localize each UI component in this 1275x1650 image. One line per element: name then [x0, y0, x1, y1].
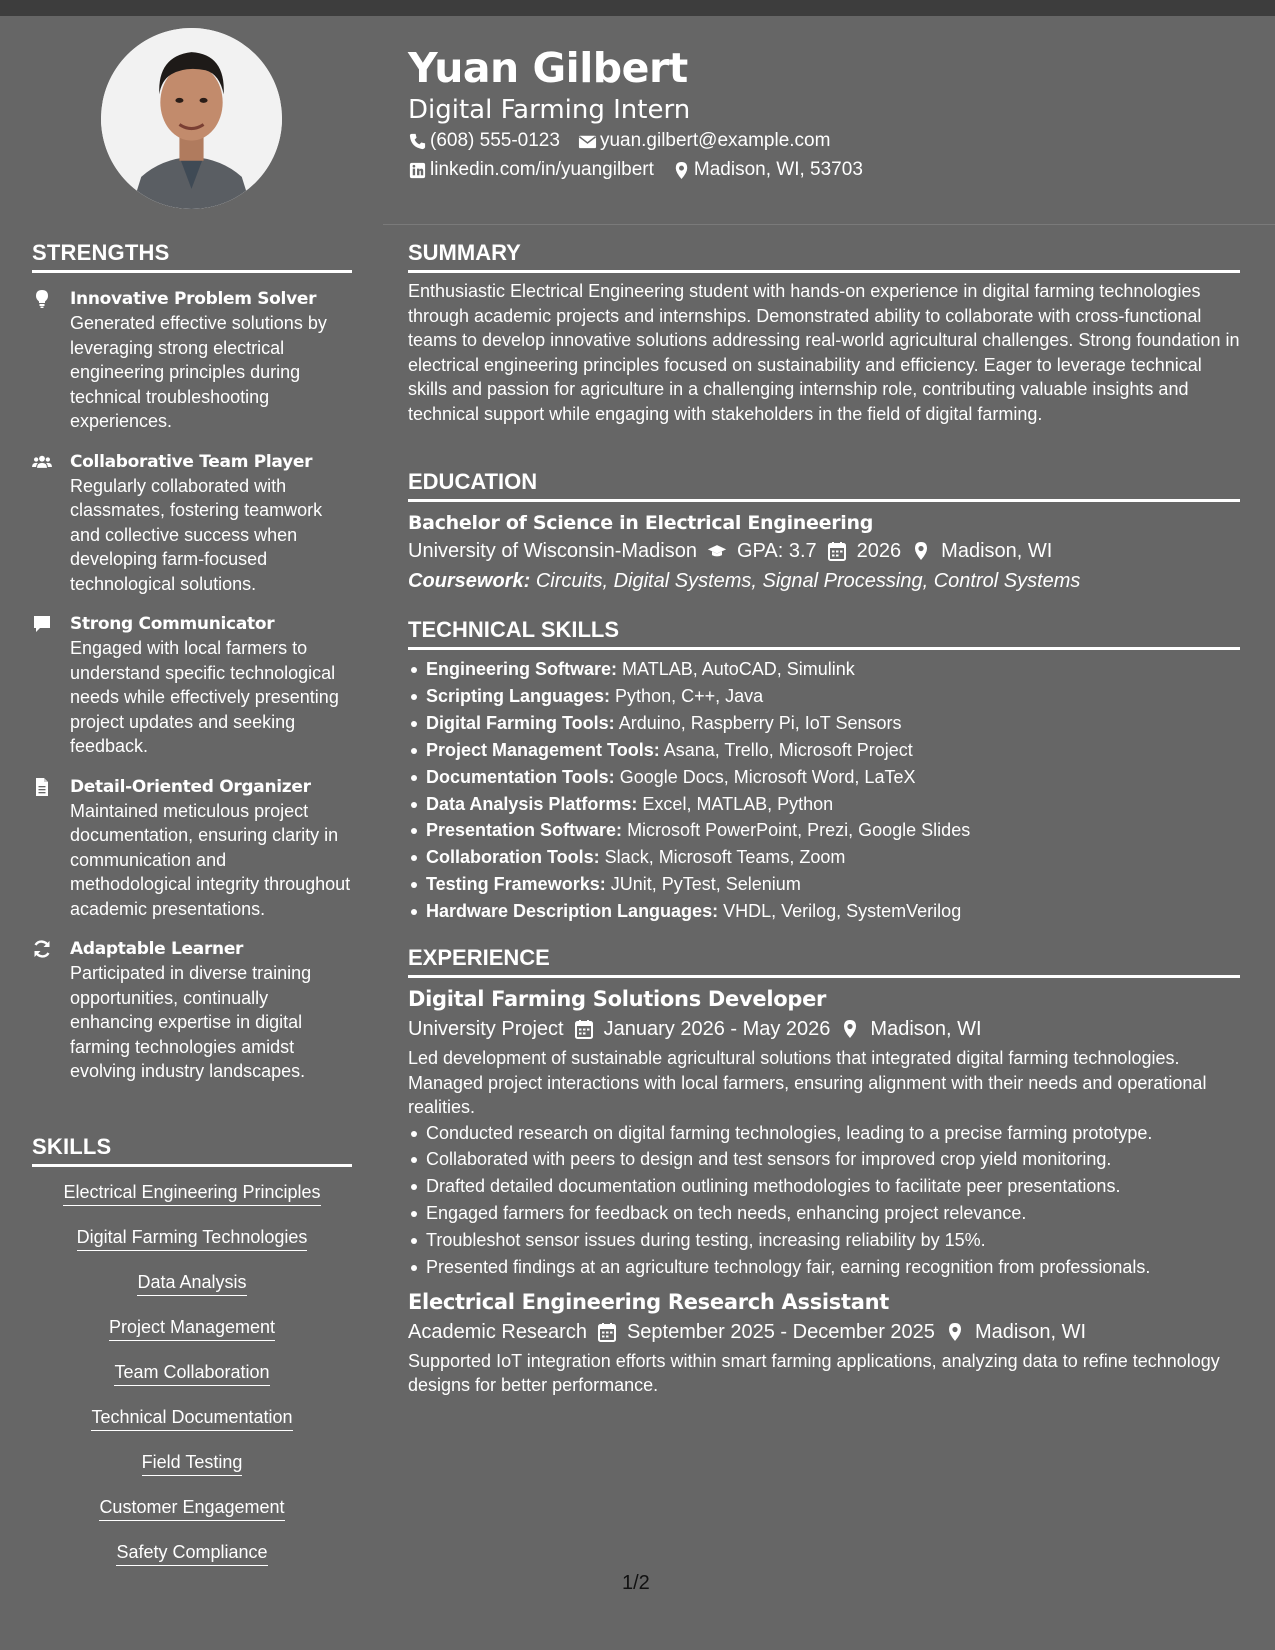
job-bullet: Conducted research on digital farming technologies, leading to a precise farming prototype.: [408, 1120, 1240, 1147]
location-text: Madison, WI: [870, 1018, 982, 1040]
strengths-section: [32, 240, 352, 1100]
summary-text: Enthusiastic Electrical Engineering student with hands-on experience in digital farming technologies through academic projects and internships. Demonstrated ability to collaborate with cross-functional teams to develop innovative solutions addressing real-world agricultural challenges. Strong foundation in electrical engineering principles focused on sustainability and efficiency. Eager to leverage technical skills and passion for agriculture in a challenging internship role, contributing valuable insights and technical support while engaging with stakeholders in the field of digital farming.: [408, 281, 1240, 424]
tech-skill-item: Digital Farming Tools: Arduino, Raspberry Pi, IoT Sensors: [408, 710, 1240, 737]
coursework-text: Circuits, Digital Systems, Signal Processing, Control Systems: [535, 570, 1081, 592]
tech-skill-item: Engineering Software: MATLAB, AutoCAD, Simulink: [408, 656, 1240, 683]
job-org: [408, 1317, 587, 1347]
job-entry: [408, 984, 1240, 1281]
education-section: [408, 469, 1240, 596]
linkedin-contact[interactable]: [408, 157, 654, 183]
skill-item: Digital Farming Technologies: [77, 1226, 308, 1251]
year-text: 2026: [856, 540, 902, 562]
tech-skill-item: Hardware Description Languages: VHDL, Verilog, SystemVerilog: [408, 898, 1240, 925]
graduation-cap-icon: [707, 541, 727, 561]
location-text: Madison, WI: [974, 1320, 1087, 1343]
strength-title: Adaptable Learner: [70, 939, 244, 959]
strengths-heading: STRENGTHS: [32, 240, 352, 273]
job-bullets: [408, 1120, 1240, 1281]
skills-section: [32, 1134, 352, 1586]
org-text: University Project: [408, 1018, 564, 1040]
job-description: Supported IoT integration efforts within smart farming applications, analyzing data to refine technology designs for better performance.: [408, 1350, 1220, 1396]
skills-heading: SKILLS: [32, 1134, 352, 1167]
strengths-list: [32, 287, 352, 1084]
technical-skills-heading: TECHNICAL SKILLS: [408, 617, 1240, 650]
candidate-title: Digital Farming Intern: [408, 95, 691, 125]
calendar-icon: [597, 1322, 617, 1342]
job-title: Electrical Engineering Research Assistant: [408, 1289, 890, 1314]
map-marker-icon: [840, 1019, 860, 1039]
calendar-icon: [574, 1019, 594, 1039]
technical-skills-list: [408, 656, 1240, 925]
job-meta: [408, 1014, 1240, 1044]
technical-skills-section: [408, 617, 1240, 925]
tech-skill-item: Scripting Languages: Python, C++, Java: [408, 683, 1240, 710]
strength-item: [32, 450, 352, 597]
job-bullet: Collaborated with peers to design and test sensors for improved crop yield monitoring.: [408, 1146, 1240, 1173]
linkedin-icon: [408, 161, 427, 180]
dates-text: September 2025 - December 2025: [626, 1320, 935, 1343]
job-bullet: Troubleshot sensor issues during testing, increasing reliability by 15%.: [408, 1227, 1240, 1254]
grad-year: [827, 536, 902, 566]
tech-skill-item: Data Analysis Platforms: Excel, MATLAB, Python: [408, 791, 1240, 818]
skill-item: Technical Documentation: [91, 1406, 292, 1431]
strength-title: Strong Communicator: [70, 614, 275, 634]
document-icon: [32, 777, 52, 797]
job-dates: [574, 1014, 831, 1044]
phone-icon: [408, 132, 427, 151]
linkedin-url: linkedin.com/in/yuangilbert: [430, 159, 654, 180]
email-address: yuan.gilbert@example.com: [599, 130, 831, 151]
org-text: Academic Research: [408, 1320, 587, 1343]
location-contact: [672, 157, 863, 183]
sync-icon: [32, 939, 52, 959]
phone-number: (608) 555-0123: [430, 130, 560, 151]
summary-section: [408, 240, 1240, 426]
tech-skill-item: Presentation Software: Microsoft PowerPoint, Prezi, Google Slides: [408, 817, 1240, 844]
users-icon: [32, 452, 52, 472]
skill-item: Data Analysis: [137, 1271, 246, 1296]
job-title: Digital Farming Solutions Developer: [408, 987, 827, 1011]
job-location: [945, 1317, 1086, 1347]
page-number: 1/2: [622, 1572, 650, 1594]
comment-icon: [32, 614, 52, 634]
strength-desc: Maintained meticulous project documentation, ensuring clarity in communication and methodological integrity throughout academic presentations.: [70, 800, 351, 919]
header-divider: [383, 224, 1275, 225]
skill-item: Field Testing: [142, 1451, 243, 1476]
skill-item: Customer Engagement: [99, 1496, 284, 1521]
skills-list: [32, 1181, 352, 1586]
skill-item: Safety Compliance: [116, 1541, 267, 1566]
location-text: Madison, WI, 53703: [693, 159, 863, 180]
tech-skill-item: Testing Frameworks: JUnit, PyTest, Selenium: [408, 871, 1240, 898]
job-description: Led development of sustainable agricultural solutions that integrated digital farming technologies. Managed project interactions with local farmers, ensuring alignment with their needs and operational realities.: [408, 1048, 1207, 1117]
tech-skill-item: Project Management Tools: Asana, Trello, Microsoft Project: [408, 737, 1240, 764]
tech-skill-item: Collaboration Tools: Slack, Microsoft Teams, Zoom: [408, 844, 1240, 871]
coursework-label: Coursework:: [408, 570, 531, 592]
education-location: [911, 536, 1052, 566]
job-dates: [597, 1317, 935, 1347]
email-contact[interactable]: [578, 128, 831, 154]
job-bullet: Drafted detailed documentation outlining methodologies to facilitate peer presentations.: [408, 1173, 1240, 1200]
strength-desc: Engaged with local farmers to understand specific technological needs while effectively presenting project updates and seeking feedback.: [70, 638, 339, 756]
school-text: University of Wisconsin-Madison: [408, 540, 697, 562]
phone-contact[interactable]: [408, 128, 560, 154]
strength-item: [32, 287, 352, 434]
school-name: [408, 536, 697, 566]
strength-title: Collaborative Team Player: [70, 451, 313, 472]
strength-desc: Regularly collaborated with classmates, fostering teamwork and collective success when developing farm-focused technological solutions.: [70, 475, 323, 594]
strength-desc: Participated in diverse training opportunities, continually enhancing expertise in digital farming technologies amidst evolving industry landscapes.: [70, 963, 312, 1081]
calendar-icon: [827, 541, 847, 561]
job-meta: [408, 1317, 1240, 1347]
experience-heading: EXPERIENCE: [408, 945, 1240, 978]
strength-item: [32, 937, 352, 1084]
strength-item: [32, 612, 352, 759]
gpa-text: GPA: 3.7: [736, 540, 817, 562]
top-bar: [0, 0, 1275, 16]
contact-row-1: [408, 128, 848, 154]
candidate-name: Yuan Gilbert: [408, 44, 688, 92]
job-entry: [408, 1287, 1240, 1398]
map-marker-icon: [945, 1322, 965, 1342]
strength-desc: Generated effective solutions by leveraging strong electrical engineering principles during technical troubleshooting experiences.: [70, 313, 327, 431]
coursework: [408, 566, 1240, 596]
gpa: [707, 536, 817, 566]
map-marker-icon: [911, 541, 931, 561]
job-location: [840, 1014, 981, 1044]
education-meta: [408, 536, 1240, 566]
job-bullet: Engaged farmers for feedback on tech needs, enhancing project relevance.: [408, 1200, 1240, 1227]
envelope-icon: [578, 132, 597, 151]
lightbulb-icon: [32, 289, 52, 309]
summary-heading: SUMMARY: [408, 240, 1240, 273]
profile-photo: [101, 28, 282, 209]
strength-item: [32, 775, 352, 922]
contact-row-2: [408, 157, 881, 183]
job-bullet: Presented findings at an agriculture technology fair, earning recognition from professionals.: [408, 1254, 1240, 1281]
map-marker-icon: [672, 161, 691, 180]
job-org: [408, 1014, 564, 1044]
skill-item: Project Management: [109, 1316, 275, 1341]
experience-section: [408, 945, 1240, 1398]
education-heading: EDUCATION: [408, 469, 1240, 502]
skill-item: Electrical Engineering Principles: [63, 1181, 320, 1206]
skill-item: Team Collaboration: [114, 1361, 269, 1386]
strength-title: Detail-Oriented Organizer: [70, 776, 311, 797]
tech-skill-item: Documentation Tools: Google Docs, Microsoft Word, LaTeX: [408, 764, 1240, 791]
degree-title: Bachelor of Science in Electrical Engineering: [408, 512, 873, 534]
strength-title: Innovative Problem Solver: [70, 289, 317, 309]
dates-text: January 2026 - May 2026: [603, 1018, 831, 1040]
location-text: Madison, WI: [941, 540, 1053, 562]
